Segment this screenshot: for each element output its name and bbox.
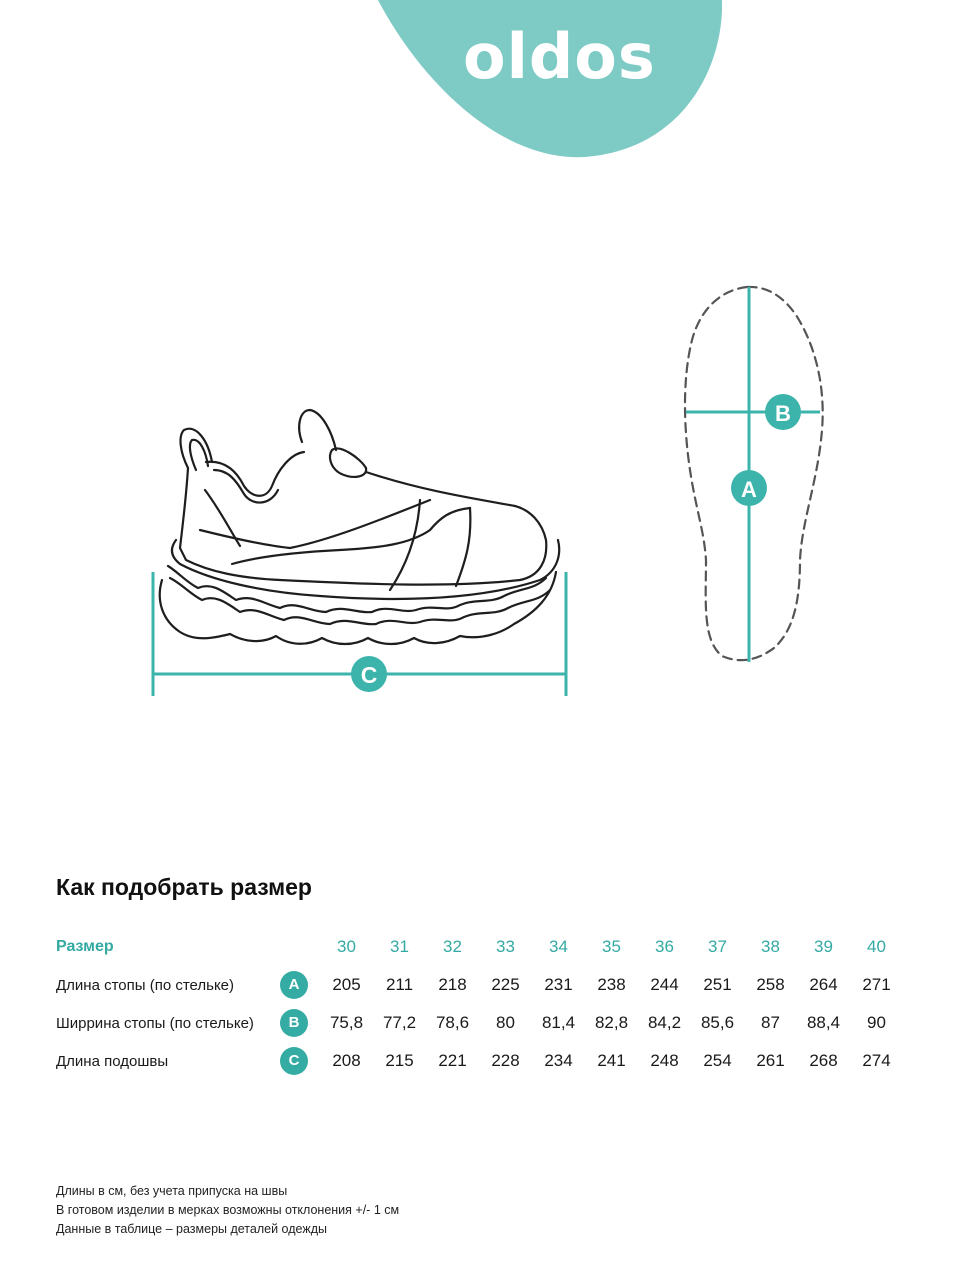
marker-a-badge: A <box>280 971 308 999</box>
brand-logo: oldos <box>463 20 656 93</box>
table-cell: 218 <box>438 975 467 994</box>
size-header-cell: 30 <box>337 937 356 956</box>
table-cell: 228 <box>491 1051 520 1070</box>
label-b-text: B <box>775 401 791 426</box>
table-cell: 84,2 <box>647 1013 682 1032</box>
table-row <box>50 1004 903 1042</box>
size-header-cell: 35 <box>602 937 621 956</box>
shoe-size-diagram <box>0 270 960 710</box>
table-row <box>50 966 903 1004</box>
marker-c-badge: C <box>280 1047 308 1075</box>
table-cell: 208 <box>332 1051 361 1070</box>
row-label-sole-length: Длина подошвы <box>56 1052 169 1070</box>
size-table <box>50 928 903 1080</box>
row-label-foot-length: Длина стопы (по стельке) <box>56 976 235 994</box>
size-header-cell: 34 <box>549 937 568 956</box>
footnote-line: В готовом изделии в мерках возможны отклонения +/- 1 см <box>56 1203 400 1217</box>
table-cell: 258 <box>756 975 785 994</box>
size-header-label: Размер <box>56 938 114 955</box>
size-header-cell: 33 <box>496 937 515 956</box>
table-cell: 215 <box>385 1051 414 1070</box>
table-cell: 238 <box>597 975 626 994</box>
size-header-cell: 40 <box>867 937 886 956</box>
footnote-line: Длины в см, без учета припуска на швы <box>56 1184 288 1198</box>
table-cell: 254 <box>703 1051 732 1070</box>
label-b-marker <box>765 394 801 430</box>
label-a-text: A <box>741 477 757 502</box>
size-header-row <box>50 928 903 966</box>
size-header-cell: 37 <box>708 937 727 956</box>
size-header-cell: 32 <box>443 937 462 956</box>
size-header-cell: 39 <box>814 937 833 956</box>
size-header-cell: 36 <box>655 937 674 956</box>
table-cell: 225 <box>491 975 520 994</box>
table-cell: 82,8 <box>594 1013 629 1032</box>
size-header-cell: 31 <box>390 937 409 956</box>
table-cell: 90 <box>867 1013 886 1032</box>
table-cell: 271 <box>862 975 891 994</box>
size-header-cell: 38 <box>761 937 780 956</box>
shoe-side-outline-icon <box>160 410 559 644</box>
table-cell: 75,8 <box>329 1013 364 1032</box>
label-c-marker <box>351 656 387 692</box>
table-cell: 241 <box>597 1051 626 1070</box>
table-cell: 78,6 <box>435 1013 470 1032</box>
table-cell: 268 <box>809 1051 838 1070</box>
footnotes <box>56 1182 399 1239</box>
table-cell: 244 <box>650 975 679 994</box>
marker-b-badge: B <box>280 1009 308 1037</box>
page-title: Как подобрать размер <box>56 874 312 900</box>
footnote-line: Данные в таблице – размеры деталей одежды <box>56 1222 327 1236</box>
row-label-foot-width: Ширрина стопы (по стельке) <box>56 1014 254 1032</box>
table-cell: 234 <box>544 1051 573 1070</box>
table-cell: 211 <box>385 975 414 994</box>
table-cell: 81,4 <box>541 1013 576 1032</box>
table-cell: 205 <box>332 975 361 994</box>
table-cell: 85,6 <box>700 1013 735 1032</box>
table-cell: 88,4 <box>806 1013 841 1032</box>
table-cell: 264 <box>809 975 838 994</box>
table-cell: 251 <box>703 975 732 994</box>
table-cell: 87 <box>761 1013 780 1032</box>
table-cell: 261 <box>756 1051 785 1070</box>
table-cell: 80 <box>496 1013 515 1032</box>
table-row <box>50 1042 903 1080</box>
label-c-text: C <box>360 662 378 688</box>
table-cell: 231 <box>544 975 573 994</box>
table-cell: 77,2 <box>382 1013 417 1032</box>
table-cell: 221 <box>438 1051 467 1070</box>
table-cell: 274 <box>862 1051 891 1070</box>
table-cell: 248 <box>650 1051 679 1070</box>
label-a-marker <box>731 470 767 506</box>
